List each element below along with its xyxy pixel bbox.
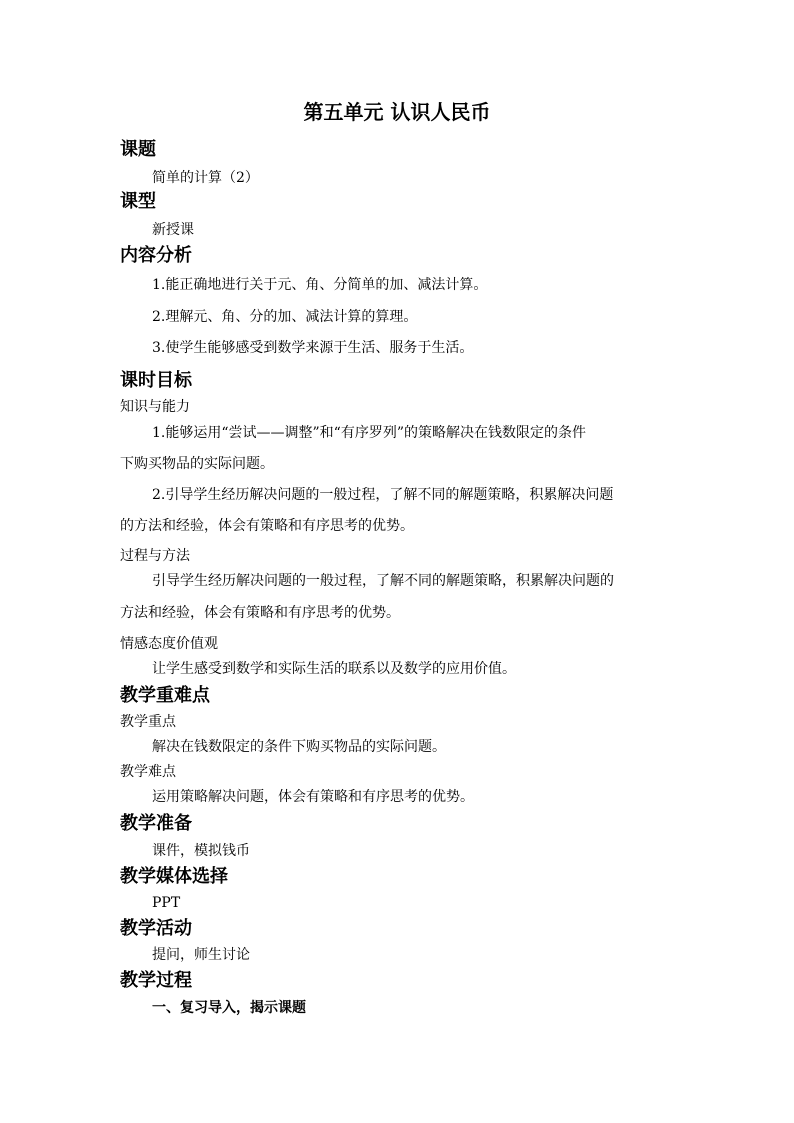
heading-lesson-goals: 课时目标 [120, 370, 192, 391]
knowledge-item-1-line-2: 下购买物品的实际问题。 [120, 456, 274, 472]
difficulty-text: 运用策略解决问题，体会有策略和有序思考的优势。 [152, 789, 474, 805]
process-line-2: 方法和经验，体会有策略和有序思考的优势。 [120, 605, 400, 621]
heading-media: 教学媒体选择 [120, 866, 228, 887]
heading-procedure: 教学过程 [120, 970, 192, 991]
content-item-1: 1.能正确地进行关于元、角、分简单的加、减法计算。 [152, 277, 488, 293]
subheading-knowledge: 知识与能力 [120, 399, 190, 415]
subheading-emotion: 情感态度价值观 [120, 636, 218, 652]
subheading-focus: 教学重点 [120, 714, 176, 730]
preparation-text: 课件，模拟钱币 [152, 843, 250, 859]
knowledge-item-2-line-1: 2.引导学生经历解决问题的一般过程，了解不同的解题策略，积累解决问题 [152, 487, 614, 503]
process-line-1: 引导学生经历解决问题的一般过程，了解不同的解题策略，积累解决问题的 [152, 573, 614, 589]
heading-topic: 课题 [120, 139, 156, 160]
knowledge-item-1-line-1: 1.能够运用“尝试——调整”和“有序罗列”的策略解决在钱数限定的条件 [152, 425, 586, 441]
procedure-step-1: 一、复习导入，揭示课题 [152, 1000, 306, 1016]
heading-preparation: 教学准备 [120, 813, 192, 834]
activity-text: 提问，师生讨论 [152, 947, 250, 963]
lesson-type-text: 新授课 [152, 222, 194, 238]
subheading-process: 过程与方法 [120, 548, 190, 564]
subheading-difficulty: 教学难点 [120, 764, 176, 780]
media-text: PPT [152, 895, 181, 911]
focus-text: 解决在钱数限定的条件下购买物品的实际问题。 [152, 739, 446, 755]
document-title: 第五单元 认识人民币 [303, 100, 491, 124]
knowledge-item-2-line-2: 的方法和经验，体会有策略和有序思考的优势。 [120, 518, 414, 534]
content-item-2: 2.理解元、角、分的加、减法计算的算理。 [152, 309, 418, 325]
heading-key-difficult: 教学重难点 [120, 685, 210, 706]
content-item-3: 3.使学生能够感受到数学来源于生活、服务于生活。 [152, 340, 474, 356]
heading-content-analysis: 内容分析 [120, 245, 192, 266]
heading-activity: 教学活动 [120, 918, 192, 939]
emotion-text: 让学生感受到数学和实际生活的联系以及数学的应用价值。 [152, 661, 516, 677]
heading-lesson-type: 课型 [120, 191, 156, 212]
topic-text: 简单的计算（2） [152, 170, 259, 186]
